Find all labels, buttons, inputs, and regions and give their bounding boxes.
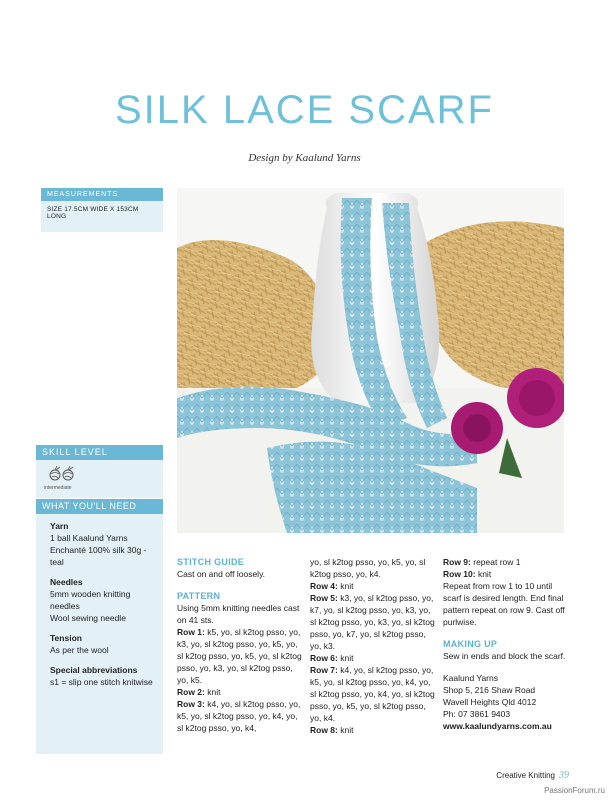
measurements-text: SIZE 17.5CM WIDE X 153CM LONG — [47, 206, 139, 220]
company-address-1: Shop 5, 216 Shaw Road — [443, 685, 536, 695]
needles-heading: Needles — [50, 577, 83, 587]
needles-text-2: Wool sewing needle — [50, 613, 126, 623]
magazine-name: Creative Knitting — [496, 771, 555, 780]
yarn-text: 1 ball Kaalund Yarns Enchanté 100% silk 30g - teal — [50, 533, 147, 567]
making-up-heading: MAKING UP — [443, 639, 498, 649]
row-5: Row 5: k3, yo, sl k2tog psso, yo, k7, yo, sl k2tog psso, yo, k3, yo, sl k2tog psso, yo, k3, yo, sl k2tog psso, yo, k7, yo, sl k2tog psso, yo, k3. — [310, 593, 435, 651]
measurements-box — [41, 188, 163, 232]
row-7: Row 7: k4, yo, sl k2tog psso, yo, k5, yo, sl k2tog psso, yo, k4, yo, sl k2tog psso, yo, k4, yo, sl k2tog psso, yo, k5, yo, sl k2tog psso, yo, k4. — [310, 665, 435, 723]
row-2: Row 2: knit — [177, 687, 221, 697]
watermark: PassionForum.ru — [544, 786, 605, 795]
row-6: Row 6: knit — [310, 653, 354, 663]
column-1 — [177, 556, 303, 734]
abbreviations-heading: Special abbreviations — [50, 665, 138, 675]
tension-text: As per the wool — [50, 645, 109, 655]
measurements-heading: MEASUREMENTS — [41, 188, 163, 201]
page-number: 39 — [559, 770, 569, 781]
column-2 — [310, 556, 436, 736]
company-website-link[interactable]: www.kaalundyarns.com.au — [443, 721, 552, 731]
tension-heading: Tension — [50, 633, 82, 643]
page-title: SILK LACE SCARF — [114, 88, 494, 132]
stitch-guide-text: Cast on and off loosely. — [177, 569, 266, 579]
yarn-ball-icons — [48, 466, 78, 487]
row-3: Row 3: k4, yo, sl k2tog psso, yo, k5, yo, sl k2tog psso, yo, k4, yo, sl k2tog psso, yo, k4, — [177, 699, 301, 733]
row-9: Row 9: repeat row 1 — [443, 557, 521, 567]
designer-byline: Design by Kaalund Yarns — [248, 152, 361, 164]
row-1: Row 1: k5, yo, sl k2tog psso, yo, k3, yo, sl k2tog psso, yo, k5, yo, sl k2tog psso, yo, k5, yo, sl k2tog psso, yo, k3, yo, sl k2tog psso, yo, k5. — [177, 627, 302, 685]
skill-level-heading: SKILL LEVEL — [36, 445, 163, 460]
pattern-heading: PATTERN — [177, 591, 221, 601]
needles-text-1: 5mm wooden knitting needles — [50, 589, 131, 611]
row-10: Row 10: knit — [443, 569, 492, 579]
what-you-need-box — [36, 514, 163, 754]
page-footer — [496, 770, 569, 781]
row-4: Row 4: knit — [310, 581, 354, 591]
column-3 — [443, 556, 569, 732]
scarf-photo — [177, 188, 564, 533]
row-3-continued: yo, sl k2tog psso, yo, k5, yo, sl k2tog psso, yo, k4. — [310, 557, 426, 579]
company-name: Kaalund Yarns — [443, 673, 498, 683]
repeat-instructions: Repeat from row 1 to 10 until scarf is desired length. End final pattern repeat on row 9. Cast off purlwise. — [443, 581, 565, 627]
abbreviations-text: s1 = slip one stitch knitwise — [50, 677, 153, 687]
pattern-intro: Using 5mm knitting needles cast on 41 sts. — [177, 603, 300, 625]
stitch-guide-heading: STITCH GUIDE — [177, 557, 245, 567]
company-address-2: Wavell Heights Qld 4012 — [443, 697, 537, 707]
yarn-heading: Yarn — [50, 521, 69, 531]
company-phone: Ph: 07 3861 9403 — [443, 709, 511, 719]
skill-level-box — [36, 460, 163, 498]
what-you-need-heading: WHAT YOU'LL NEED — [36, 499, 163, 514]
skill-level-label: intermediate — [44, 485, 72, 491]
making-up-text: Sew in ends and block the scarf. — [443, 651, 566, 661]
row-8: Row 8: knit — [310, 725, 354, 735]
